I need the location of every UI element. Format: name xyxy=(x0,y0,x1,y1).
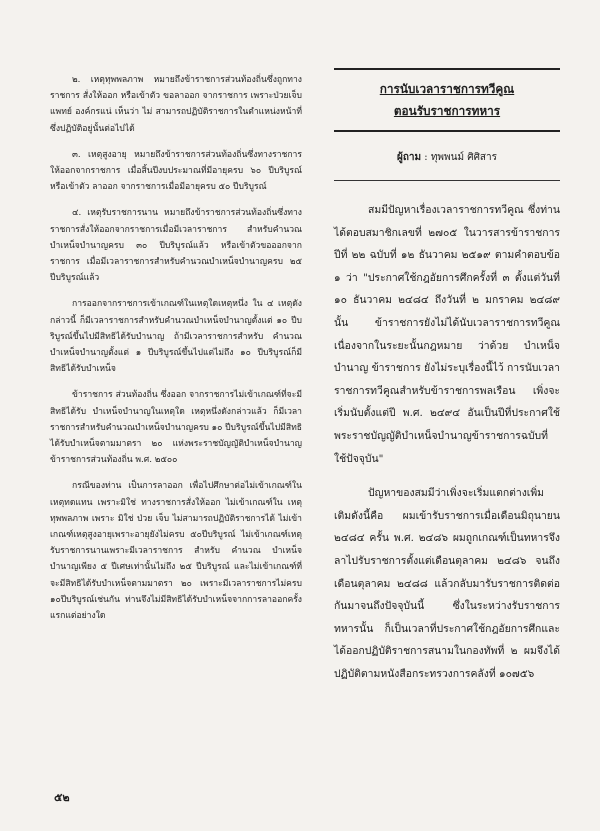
author-name: : ทุพพนม์ ศิศิสาร xyxy=(424,152,498,163)
left-paragraph: ๓. เหตุสูงอายุ หมายถึงข้าราชการส่วนท้องถิ่นซึ่งทางราชการให้ออกจากราชการ เมื่อสิ้นปีงบประมาณที่มีอายุครบ ๖๐ ปีบริบูรณ์ หรือเข้าตัว ลาออก จากราชการเมื่อมีอายุครบ ๕๐ ปีบริบูรณ์ xyxy=(50,149,302,193)
author-label: ผู้ถาม xyxy=(396,152,422,163)
left-column xyxy=(50,72,302,634)
right-paragraph: สมมีปัญหาเรื่องเวลาราชการทวีคูณ ซึ่งท่านได้ตอบสมาชิกเลขที่ ๒๗๐๕ ในวารสารข้าราชการ ปีที่ ๒๒ ฉบับที่ ๑๒ ธันวาคม ๒๕๑๙ ตามคำตอบข้อ ๑ ว่า "ประกาศใช้กฎอัยการศึกครั้งที่ ๓ ตั้งแต่วันที่ ๑๐ ธันวาคม ๒๔๘๔ ถึงวันที่ ๒ มกราคม ๒๔๘๙ นั้น ข้าราชการยังไม่ได้นับเวลาราชการทวีคูณ เนื่องจากในระยะนั้นกฎหมาย ว่าด้วย บำเหน็จ บำนาญ ข้าราชการ ยังไม่ระบุเรื่องนี้ไว้ การนับเวลาราชการทวีคูณสำหรับข้าราชการพลเรือน เพิ่งจะเริ่มนับตั้งแต่ปี พ.ศ. ๒๔๙๔ อันเป็นปีที่ประกาศใช้พระราชบัญญัติบำเหน็จบำนาญข้าราชการฉบับที่ใช้ปัจจุบัน" xyxy=(334,204,560,465)
left-paragraph: ๒. เหตุทุพพลภาพ หมายถึงข้าราชการส่วนท้องถิ่นซึ่งถูกทางราชการ สั่งให้ออก หรือเข้าตัว ขอลาออก จากราชการ เพราะป่วยเจ็บ แพทย์ องค์กรแน่ เห็นว่า ไม่ สามารถปฏิบัติราชการในตำแหน่งหน้าที่ซึ่งปฏิบัติอยู่นั้นต่อไปได้ xyxy=(50,75,302,134)
article-title xyxy=(334,68,560,132)
left-paragraph: ๔. เหตุรับราชการนาน หมายถึงข้าราชการส่วนท้องถิ่นซึ่งทางราชการสั่งให้ออกจากราชการเมื่อมีเวลาราชการ สำหรับคำนวณบำเหน็จบำนาญครบ ๓๐ ปีบริบูรณ์แล้ว หรือเข้าตัวขอออกจากราชการ เมื่อมีเวลาราชการสำหรับคำนวณบำเหน็จบำนาญครบ ๒๕ ปีบริบูรณ์แล้ว xyxy=(50,208,302,284)
left-paragraph: ข้าราชการ ส่วนท้องถิ่น ซึ่งออก จากราชการไม่เข้าเกณฑ์ที่จะมีสิทธิได้รับ บำเหน็จบำนาญในเหตุใด เหตุหนึ่งดังกล่าวแล้ว ก็มีเวลาราชการสำหรับคำนวณบำเหน็จบำนาญครบ ๑๐ ปีบริบูรณ์ขึ้นไปมีสิทธิได้รับบำเหน็จตามมาตรา ๒๐ แห่งพระราชบัญญัติบำเหน็จบำนาญข้าราชการส่วนท้องถิ่น พ.ศ. ๒๕๐๐ xyxy=(50,390,302,466)
article-title-line-2: ตอนรับราชการทหาร xyxy=(393,104,501,118)
right-column xyxy=(334,60,560,697)
left-paragraph: การออกจากราชการเข้าเกณฑ์ในเหตุใดเหตุหนึ่ง ใน ๔ เหตุดังกล่าวนี้ ก็มีเวลาราชการสำหรับคำนวณบำเหน็จบำนาญตั้งแต่ ๑๐ ปีบริบูรณ์ขึ้นไปมีสิทธิได้รับบำนาญ ถ้ามีเวลาราชการสำหรับ คำนวณบำเหน็จบำนาญตั้งแต่ ๑ ปีบริบูรณ์ขึ้นไปแต่ไม่ถึง ๑๐ ปีบริบูรณ์ก็มีสิทธิได้รับบำเหน็จ xyxy=(50,299,302,375)
right-paragraph: ปัญหาของสมมีว่าเพิ่งจะเริ่มแตกต่างเพิ่มเติมดังนี้คือ ผมเข้ารับราชการเมื่อเดือนมิถุนายน ๒๔๘๔ ครั้น พ.ศ. ๒๔๘๖ ผมถูกเกณฑ์เป็นทหารจึงลาไปรับราชการตั้งแต่เดือนตุลาคม ๒๔๘๖ จนถึงเดือนตุลาคม ๒๔๘๘ แล้วกลับมารับราชการติดต่อกันมาจนถึงปัจจุบันนี้ ซึ่งในระหว่างรับราชการทหารนั้น ก็เป็นเวลาที่ประกาศใช้กฎอัยการศึกและได้ออกปฏิบัติราชการสนามในกองทัพที่ ๒ ผมจึงได้ปฏิบัติตามหนังสือกระทรวงการคลังที่ ๑๐๗๕๖ xyxy=(334,487,560,680)
article-title-line-1: การนับเวลาราชการทวีคูณ xyxy=(379,82,515,96)
author-line xyxy=(334,150,560,181)
page-number: ๕๒ xyxy=(54,791,70,804)
left-paragraph: กรณีของท่าน เป็นการลาออก เพื่อไปศึกษาต่อไม่เข้าเกณฑ์ในเหตุทดแทน เพราะมิใช่ ทางราชการสั่งให้ออก ไม่เข้าเกณฑ์ใน เหตุ ทุพพลภาพ เพราะ มิใช่ ป่วย เจ็บ ไม่สามารถปฏิบัติราชการได้ ไม่เข้าเกณฑ์เหตุสูงอายุเพราะอายุยังไม่ครบ ๕๐ปีบริบูรณ์ ไม่เข้าเกณฑ์เหตุรับราชการนานเพราะมีเวลาราชการ สำหรับ คำนวณ บำเหน็จบำนาญเพียง ๕ ปีเศษเท่านั้นไม่ถึง ๒๕ ปีบริบูรณ์ และไม่เข้าเกณฑ์ที่จะมีสิทธิได้รับบำเหน็จตามมาตรา ๒๐ เพราะมีเวลาราชการไม่ครบ ๑๐ปีบริบูรณ์เช่นกัน ท่านจึงไม่มีสิทธิได้รับบำเหน็จจากการลาออกครั้งแรกแต่อย่างใด xyxy=(50,481,302,622)
